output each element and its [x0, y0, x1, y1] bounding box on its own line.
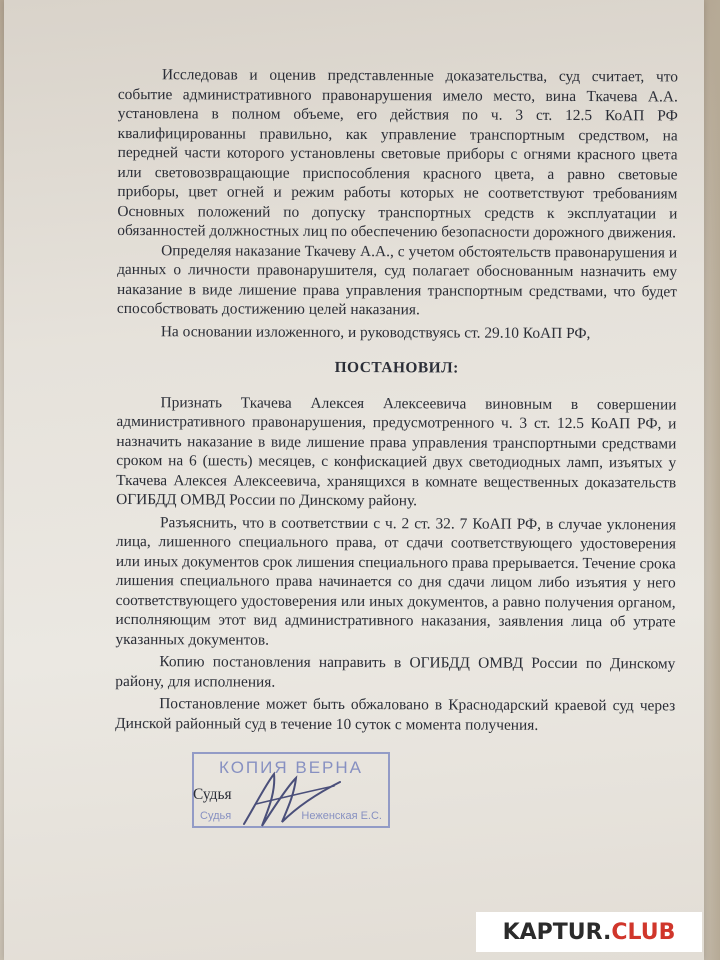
paragraph-explanation: Разъяснить, что в соответствии с ч. 2 ст. 32. 7 КоАП РФ, в случае уклонения лица, лишенного специального права, от сдачи соответствующего удостоверения или иных документов срок лишения специального права прерывается. Течение срока лишения специального права начинается со дня сдачи лицом либо изъятия у него соответствующего удостоверения или иных документов, а равно получения органом, исполняющим этот вид административного наказания, заявления лица об утрате указанных документов. [115, 513, 677, 649]
paragraph-penalty-reasoning: Определяя наказание Ткачеву А.А., с учетом обстоятельств правонарушения и данных о личности правонарушителя, суд полагает обоснованным назначить ему наказание в виде лишение права управления транспортным средствами, что будет способствовать достижению целей наказания. [116, 241, 678, 319]
watermark-part-2: CLUB [611, 919, 676, 945]
ruling-heading: ПОСТАНОВИЛ: [334, 358, 459, 377]
paragraph-evidence: Исследовав и оценив представленные доказательства, суд считает, что событие административного правонарушения имело место, вина Ткачева А.А. установлена в полном объеме, его действия по ч. 3 ст. 12.5 КоАП РФ квалифицированны правильно, как управление транспортным средством, на передней части которого установлены световые приборы с огнями красного цвета или световозвращающие приспособления красного цвета, а равно световые приборы, цвет огней и режим работы которых не соответствуют требованиям Основных положений по допуску транспортных средств к эксплуатации и обязанностей должностных лиц по обеспечению безопасности дорожного движения. [117, 66, 678, 242]
site-watermark [476, 912, 702, 952]
stamp-title: КОПИЯ ВЕРНА [218, 758, 363, 777]
signer-label: Судья [193, 786, 232, 803]
paragraph-appeal: Постановление может быть обжаловано в Краснодарский краевой суд через Динской районный суд в течение 10 суток с момента получения. [115, 695, 676, 734]
paragraph-copy-direction: Копию постановления направить в ОГИБДД ОМВД России по Динскому району, для исполнения. [115, 653, 676, 691]
watermark-part-1: KAPTUR. [502, 919, 612, 945]
paragraph-verdict: Признать Ткачева Алексея Алексеевича виновным в совершении административного правонарушения, предусмотренного ч. 3 ст. 12.5 КоАП РФ, и назначить наказание в виде лишение права управления транспортными средствами сроком на 6 (шесть) месяцев, с конфискацией двух светодиодных ламп, изъятых у Ткачева Алексея Алексеевича, хранящихся в комнате вещественных доказательств ОГИБДД ОМВД России по Динскому району. [116, 393, 677, 510]
paragraph-legal-basis: На основании изложенного, и руководствуясь ст. 29.10 КоАП РФ, [160, 322, 591, 342]
stamp-role: Судья [200, 810, 232, 822]
document-text [115, 65, 678, 735]
handwritten-signature [236, 764, 346, 834]
stamp-name: Неженская Е.С. [301, 810, 382, 822]
